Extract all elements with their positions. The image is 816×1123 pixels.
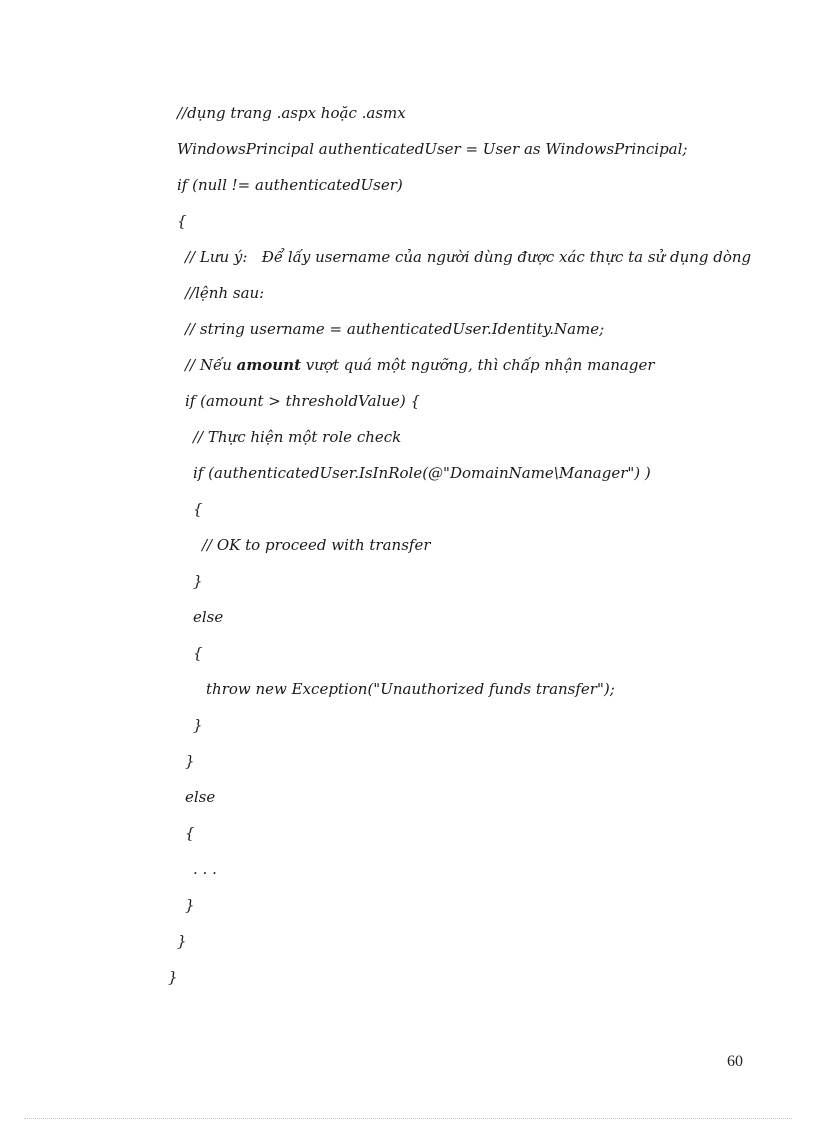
code-line: { xyxy=(193,500,203,518)
code-line: } xyxy=(168,968,178,986)
code-line: if (amount > thresholdValue) { xyxy=(185,392,421,410)
code-line: { xyxy=(177,212,187,230)
code-line: } xyxy=(185,896,195,914)
code-line: // OK to proceed with transfer xyxy=(202,536,431,554)
code-line: else xyxy=(185,788,216,806)
code-line: if (authenticatedUser.IsInRole(@"DomainName\Manager") ) xyxy=(193,464,651,482)
code-line: { xyxy=(185,824,195,842)
code-line: } xyxy=(193,572,203,590)
code-line: else xyxy=(193,608,224,626)
code-line: // string username = authenticatedUser.Identity.Name; xyxy=(185,320,605,338)
code-line: //dụng trang .aspx hoặc .asmx xyxy=(177,104,406,122)
code-text: vượt quá một ngưỡng, thì chấp nhận manager xyxy=(301,356,655,374)
code-line: // Thực hiện một role check xyxy=(193,428,402,446)
code-line: throw new Exception("Unauthorized funds transfer"); xyxy=(206,680,615,698)
code-line: { xyxy=(193,644,203,662)
code-line: } xyxy=(185,752,195,770)
code-line: } xyxy=(193,716,203,734)
code-line: . . . xyxy=(193,860,217,878)
code-keyword-amount: amount xyxy=(236,356,302,374)
code-line: // Lưu ý: Để lấy username của người dùng được xác thực ta sử dụng dòng xyxy=(185,248,752,266)
code-line: //lệnh sau: xyxy=(185,284,265,302)
code-text: // Nếu xyxy=(185,356,237,374)
code-line: WindowsPrincipal authenticatedUser = User as WindowsPrincipal; xyxy=(177,140,688,158)
code-line xyxy=(185,356,655,374)
code-line: if (null != authenticatedUser) xyxy=(177,176,403,194)
page-divider xyxy=(24,1118,792,1119)
code-line: } xyxy=(177,932,187,950)
page-number: 60 xyxy=(727,1053,743,1070)
